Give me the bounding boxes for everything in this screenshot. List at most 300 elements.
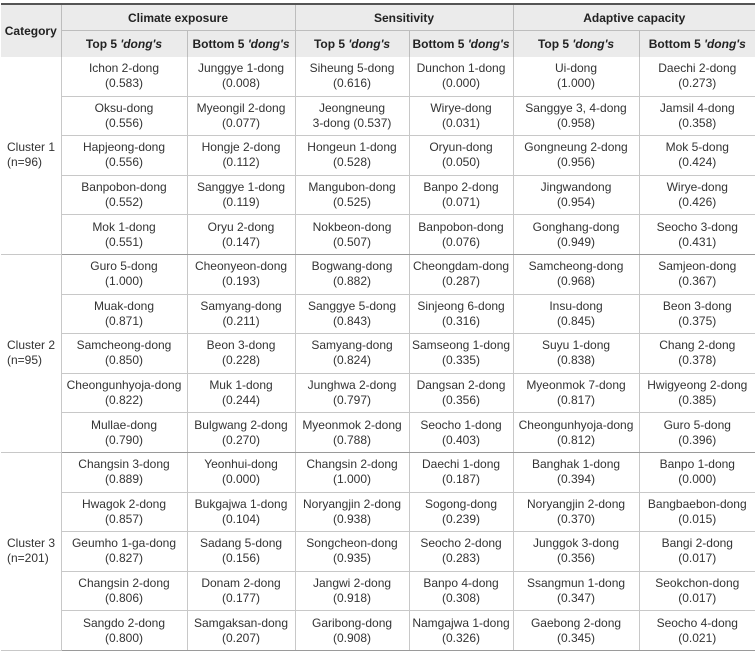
dong-value: (0.358): [678, 115, 717, 130]
table-row: [1, 215, 755, 255]
dong-name: Muk 1-dong: [209, 378, 273, 393]
dong-value: (0.403): [442, 432, 481, 447]
table-cell: [409, 334, 513, 374]
dong-name: Beon 3-dong: [206, 338, 276, 353]
dong-name: Sangdo 2-dong: [82, 615, 166, 630]
dong-name: Sanggye 3, 4-dong: [525, 100, 627, 115]
dong-name: Hwagok 2-dong: [81, 496, 167, 511]
dong-value: (0.378): [678, 353, 717, 368]
table-cell: [61, 57, 187, 96]
dong-name: Hongje 2-dong: [201, 140, 281, 155]
dong-value: (0.528): [333, 155, 372, 170]
table-row: [1, 96, 755, 136]
dong-value: (0.239): [442, 511, 481, 526]
table-cell: [295, 373, 409, 413]
table-cell: [187, 532, 295, 572]
dong-value: (0.908): [333, 630, 372, 645]
dong-value: (0.335): [442, 353, 481, 368]
subheader-prefix: Bottom 5: [412, 37, 468, 51]
group-header-adaptive: Adaptive capacity: [513, 4, 755, 31]
dong-name: Songcheon-dong: [306, 536, 398, 551]
dong-name: Samyang-dong: [311, 338, 393, 353]
subheader-suffix: 'dong's: [704, 37, 746, 51]
dong-name: Dunchon 1-dong: [416, 61, 506, 76]
dong-name: Bogwang-dong: [311, 259, 393, 274]
table-cell: [409, 96, 513, 136]
dong-name: Junggye 1-dong: [197, 61, 285, 76]
dong-name: Mok 5-dong: [665, 140, 729, 155]
dong-value: (0.394): [557, 472, 596, 487]
dong-value: (0.119): [222, 195, 260, 210]
subheader-top-5: [61, 31, 187, 58]
subheader-top-5: [513, 31, 639, 58]
table-cell: [295, 294, 409, 334]
table-row: [1, 532, 755, 572]
table-cell: [639, 334, 755, 374]
dong-name: Yeonhui-dong: [204, 457, 278, 472]
dong-value: (0.211): [222, 313, 260, 328]
cluster-label: [1, 254, 61, 452]
dong-value: (1.000): [104, 274, 144, 289]
table-cell: [639, 254, 755, 294]
cluster-name: Cluster 1: [7, 140, 56, 155]
dong-name: Garibong-dong: [311, 615, 393, 630]
dong-value: (0.968): [557, 274, 596, 289]
dong-value: (0.790): [104, 432, 144, 447]
table-cell: [409, 175, 513, 215]
table-cell: [513, 452, 639, 492]
table-cell: [295, 492, 409, 532]
table-cell: [639, 175, 755, 215]
table-cell: [639, 96, 755, 136]
data-table: [1, 3, 755, 651]
dong-name: Changsin 2-dong: [306, 457, 398, 472]
table-cell: [409, 413, 513, 453]
dong-value: (0.008): [221, 76, 261, 91]
table-cell: [187, 334, 295, 374]
table-cell: [409, 254, 513, 294]
table-cell: [295, 254, 409, 294]
dong-name: Banpobon-dong: [418, 219, 504, 234]
dong-value: (0.800): [104, 630, 144, 645]
table-cell: [513, 136, 639, 176]
dong-name: Banpo 4-dong: [423, 576, 499, 591]
dong-name: Bukgajwa 1-dong: [194, 496, 288, 511]
table-cell: [295, 136, 409, 176]
dong-name: Cheongunhyoja-dong: [518, 417, 634, 432]
dong-value: (0.104): [221, 511, 261, 526]
table-row: [1, 373, 755, 413]
dong-value: (1.000): [557, 76, 596, 91]
dong-value: (0.616): [333, 76, 372, 91]
table-cell: [295, 175, 409, 215]
dong-name: Wirye-dong: [430, 100, 492, 115]
dong-value: (0.824): [333, 353, 372, 368]
dong-name: Sinjeong 6-dong: [417, 298, 505, 313]
table-cell: [61, 215, 187, 255]
dong-name: Hwigyeong 2-dong: [647, 378, 748, 393]
dong-name: Jeongneung: [318, 100, 386, 115]
dong-name: Cheongdam-dong: [412, 259, 510, 274]
table-cell: [513, 571, 639, 611]
table-cell: [61, 413, 187, 453]
dong-name: Jingwandong: [540, 180, 612, 195]
dong-name: Samgaksan-dong: [193, 615, 289, 630]
dong-value: (0.287): [442, 274, 481, 289]
dong-name: Ssangmun 1-dong: [526, 576, 626, 591]
dong-name: Myeonmok 2-dong: [302, 417, 402, 432]
dong-name: Bangi 2-dong: [661, 536, 733, 551]
subheader-suffix: 'dong's: [572, 37, 615, 51]
cluster-count: (n=96): [7, 155, 43, 170]
table-cell: [639, 492, 755, 532]
dong-value: (0.367): [678, 274, 717, 289]
dong-value: (0.076): [442, 234, 481, 249]
table-cell: [409, 571, 513, 611]
cluster-count: (n=201): [7, 551, 49, 566]
table-cell: [639, 413, 755, 453]
dong-value: (0.583): [104, 76, 144, 91]
table-cell: [409, 532, 513, 572]
table-cell: [61, 96, 187, 136]
dong-name: Mullae-dong: [90, 417, 158, 432]
dong-name: Donam 2-dong: [201, 576, 281, 591]
table-cell: [295, 334, 409, 374]
dong-name: Bulgwang 2-dong: [194, 417, 288, 432]
dong-value: (0.396): [678, 432, 717, 447]
dong-name: Mangubon-dong: [308, 180, 396, 195]
dong-value: (0.552): [104, 195, 144, 210]
dong-value: (0.347): [557, 591, 596, 606]
dong-name: Junghwa 2-dong: [307, 378, 397, 393]
dong-name: Sadang 5-dong: [199, 536, 283, 551]
table-cell: [61, 136, 187, 176]
table-cell: [187, 413, 295, 453]
dong-name: Noryangjin 2-dong: [526, 496, 626, 511]
dong-value: (0.156): [221, 551, 261, 566]
dong-name: Dangsan 2-dong: [416, 378, 506, 393]
dong-value: (0.556): [104, 155, 144, 170]
cluster-name: Cluster 3: [7, 536, 56, 551]
dong-name: Guro 5-dong: [663, 417, 731, 432]
dong-value: (0.426): [678, 195, 717, 210]
dong-value: (0.918): [333, 591, 372, 606]
dong-value: (0.050): [442, 155, 481, 170]
dong-value: (0.375): [678, 313, 717, 328]
table-cell: [639, 373, 755, 413]
dong-name: Oryu 2-dong: [207, 219, 275, 234]
table-header: [1, 4, 755, 57]
dong-name: Samcheong-dong: [76, 338, 172, 353]
dong-name: Seokchon-dong: [655, 576, 740, 591]
subheader-prefix: Top 5: [313, 37, 349, 51]
subheader-suffix: 'dong's: [120, 37, 163, 51]
table-cell: [513, 373, 639, 413]
dong-name: Seocho 2-dong: [420, 536, 502, 551]
dong-value: (0.507): [333, 234, 372, 249]
dong-name: Namgajwa 1-dong: [412, 615, 510, 630]
table-cell: [61, 294, 187, 334]
table-row: [1, 334, 755, 374]
table-cell: [639, 532, 755, 572]
dong-value: (0.273): [678, 76, 717, 91]
dong-value: (0.843): [333, 313, 372, 328]
table-cell: [295, 413, 409, 453]
dong-value: (0.316): [442, 313, 481, 328]
dong-value: (0.954): [557, 195, 596, 210]
dong-value: (0.356): [557, 551, 596, 566]
table-cell: [639, 452, 755, 492]
dong-name: Guro 5-dong: [90, 259, 158, 274]
subheader-top-5: [295, 31, 409, 58]
table-cell: [295, 571, 409, 611]
subheader-bottom-5: [409, 31, 513, 58]
dong-value: (0.000): [442, 76, 481, 91]
dong-name: Noryangjin 2-dong: [302, 496, 402, 511]
dong-name: Mok 1-dong: [92, 219, 156, 234]
dong-value: (0.845): [557, 313, 596, 328]
table-cell: [409, 373, 513, 413]
table-cell: [61, 373, 187, 413]
table-cell: [295, 611, 409, 651]
dong-value: (1.000): [333, 472, 372, 487]
table-cell: [187, 96, 295, 136]
dong-name: Banpobon-dong: [81, 180, 167, 195]
dong-name: Banpo 1-dong: [659, 457, 735, 472]
dong-value: (0.077): [221, 115, 261, 130]
dong-value: (0.021): [678, 630, 717, 645]
subheader-prefix: Top 5: [537, 37, 573, 51]
dong-value: (0.857): [104, 511, 144, 526]
dong-value: (0.838): [557, 353, 596, 368]
table-cell: [187, 452, 295, 492]
table-cell: [295, 57, 409, 96]
dong-value: (0.326): [442, 630, 481, 645]
dong-value: (0.356): [442, 393, 481, 408]
table-cell: [409, 492, 513, 532]
table-cell: [61, 611, 187, 651]
cluster-label: [1, 57, 61, 254]
dong-name: Gonghang-dong: [532, 219, 620, 234]
cluster-name: Cluster 2: [7, 338, 56, 353]
dong-value: (0.882): [333, 274, 372, 289]
dong-value: (0.187): [442, 472, 481, 487]
table-cell: [639, 57, 755, 96]
dong-value: (0.000): [221, 472, 261, 487]
category-header: Category: [1, 4, 61, 57]
table-cell: [513, 254, 639, 294]
table-cell: [409, 294, 513, 334]
dong-name: Gaebong 2-dong: [530, 615, 622, 630]
dong-value: (0.827): [104, 551, 144, 566]
dong-value: (0.193): [221, 274, 261, 289]
table-cell: [61, 334, 187, 374]
table-cell: [187, 492, 295, 532]
dong-name: Sanggye 5-dong: [307, 298, 397, 313]
table-cell: [187, 175, 295, 215]
dong-name: Seocho 4-dong: [656, 615, 738, 630]
table-cell: [187, 136, 295, 176]
dong-value: (0.938): [333, 511, 372, 526]
table-cell: [61, 452, 187, 492]
dong-name: Geumho 1-ga-dong: [71, 536, 177, 551]
table-cell: [61, 254, 187, 294]
dong-name: Insu-dong: [549, 298, 603, 313]
dong-name: Hapjeong-dong: [82, 140, 166, 155]
dong-value: (0.112): [222, 155, 260, 170]
dong-value: (0.207): [221, 630, 261, 645]
dong-name: Nokbeon-dong: [312, 219, 392, 234]
dong-value: (0.071): [442, 195, 481, 210]
dong-name: Junggok 3-dong: [532, 536, 620, 551]
subheader-suffix: 'dong's: [467, 37, 510, 51]
subheader-bottom-5: [187, 31, 295, 58]
dong-value: (0.424): [678, 155, 717, 170]
dong-value: (0.788): [333, 432, 372, 447]
table-cell: [639, 611, 755, 651]
dong-name: Beon 3-dong: [662, 298, 732, 313]
dong-name: Banghak 1-dong: [531, 457, 621, 472]
dong-value: (0.817): [557, 393, 596, 408]
table-cell: [513, 334, 639, 374]
dong-value: (0.822): [104, 393, 144, 408]
table-cell: [295, 532, 409, 572]
subheader-prefix: Bottom 5: [648, 37, 705, 51]
dong-value: (0.431): [678, 234, 717, 249]
dong-name: Samcheong-dong: [528, 259, 624, 274]
table-cell: [409, 57, 513, 96]
table-cell: [513, 532, 639, 572]
table-row: [1, 611, 755, 651]
table-cell: [513, 96, 639, 136]
dong-name: Myeongil 2-dong: [196, 100, 286, 115]
dong-name: Banpo 2-dong: [423, 180, 499, 195]
dong-name: Suyu 1-dong: [541, 338, 611, 353]
dong-name: Myeonmok 7-dong: [526, 378, 626, 393]
table-row: [1, 571, 755, 611]
table-cell: [639, 571, 755, 611]
table-row: [1, 413, 755, 453]
table-cell: [61, 532, 187, 572]
dong-name: Daechi 2-dong: [658, 61, 737, 76]
dong-name: Seocho 3-dong: [656, 219, 738, 234]
table-cell: [61, 175, 187, 215]
table-row: [1, 57, 755, 96]
table-cell: [513, 413, 639, 453]
table-row: [1, 136, 755, 176]
table-cell: [639, 294, 755, 334]
table-row: [1, 294, 755, 334]
dong-value: (0.525): [333, 195, 372, 210]
dong-name: Sogong-dong: [424, 496, 498, 511]
dong-value: (0.177): [221, 591, 261, 606]
table-cell: [61, 571, 187, 611]
table-cell: [187, 57, 295, 96]
table-row: [1, 175, 755, 215]
dong-name: Seocho 1-dong: [420, 417, 502, 432]
dong-value: (0.385): [678, 393, 717, 408]
group-header-climate: Climate exposure: [61, 4, 295, 31]
subheader-bottom-5: [639, 31, 755, 58]
subheader-suffix: 'dong's: [348, 37, 391, 51]
dong-name: Samyang-dong: [200, 298, 282, 313]
table-cell: [513, 57, 639, 96]
table-cell: [187, 373, 295, 413]
dong-name: Cheongunhyoja-dong: [66, 378, 182, 393]
dong-value: (0.850): [104, 353, 144, 368]
table-row: [1, 452, 755, 492]
table-cell: [187, 571, 295, 611]
subheader-suffix: 'dong's: [247, 37, 290, 51]
table-cell: [513, 175, 639, 215]
dong-name: Changsin 2-dong: [78, 576, 170, 591]
dong-name: Oksu-dong: [94, 100, 154, 115]
table-cell: [409, 452, 513, 492]
table-body: [1, 57, 755, 650]
table-cell: [409, 215, 513, 255]
table-cell: [295, 96, 409, 136]
subheader-prefix: Top 5: [85, 37, 121, 51]
dong-value: (0.956): [557, 155, 596, 170]
table-cell: [409, 611, 513, 651]
dong-value: (0.935): [333, 551, 372, 566]
dong-value: (0.244): [221, 393, 261, 408]
dong-name: Chang 2-dong: [659, 338, 736, 353]
dong-name: Jangwi 2-dong: [312, 576, 392, 591]
dong-name: Samseong 1-dong: [411, 338, 511, 353]
dong-name: Ui-dong: [555, 61, 598, 76]
table-row: [1, 492, 755, 532]
dong-value: (0.308): [442, 591, 481, 606]
dong-value: (0.031): [442, 115, 481, 130]
dong-name: Sanggye 1-dong: [196, 180, 286, 195]
dong-name: Gongneung 2-dong: [524, 140, 628, 155]
subheader-prefix: Bottom 5: [192, 37, 248, 51]
dong-name: Wirye-dong: [666, 180, 728, 195]
dong-value: (0.551): [104, 234, 144, 249]
table-cell: [295, 215, 409, 255]
table-cell: [187, 294, 295, 334]
dong-value: (0.283): [442, 551, 481, 566]
dong-value: (0.017): [678, 591, 717, 606]
dong-value: (0.797): [333, 393, 372, 408]
dong-name: Ichon 2-dong: [88, 61, 160, 76]
dong-value: (0.370): [557, 511, 596, 526]
dong-value: (0.812): [557, 432, 596, 447]
table-cell: [295, 452, 409, 492]
dong-value: (0.017): [678, 551, 717, 566]
table-row: [1, 254, 755, 294]
cluster-label: [1, 452, 61, 650]
dong-name: Cheonyeon-dong: [194, 259, 288, 274]
dong-value: (0.958): [557, 115, 596, 130]
table-cell: [187, 254, 295, 294]
table-cell: [187, 611, 295, 651]
dong-value: (0.270): [221, 432, 261, 447]
dong-value: (0.228): [221, 353, 261, 368]
dong-name: Siheung 5-dong: [309, 61, 395, 76]
table-cell: [513, 611, 639, 651]
dong-name: Bangbaebon-dong: [647, 496, 747, 511]
dong-value: (0.345): [557, 630, 596, 645]
dong-name: Hongeun 1-dong: [307, 140, 397, 155]
dong-value: (0.015): [678, 511, 717, 526]
dong-value: (0.806): [104, 591, 144, 606]
dong-name: Daechi 1-dong: [421, 457, 501, 472]
dong-value: (0.556): [104, 115, 144, 130]
table-cell: [187, 215, 295, 255]
table-cell: [639, 215, 755, 255]
